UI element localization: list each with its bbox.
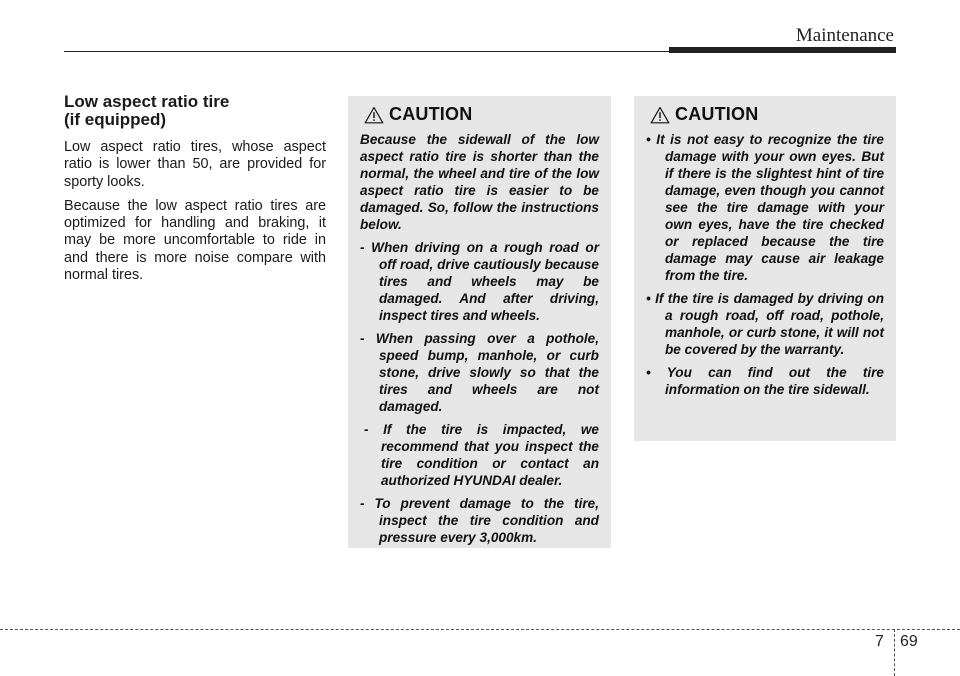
caution-intro: Because the sidewall of the low aspect ratio tire is shorter than the normal, the wheel and tire of the low aspect ratio tire is easier to be damaged. So, follow the instructions below. — [360, 132, 599, 232]
caution-box-2 — [634, 96, 896, 441]
caution-item: - If the tire is impacted, we recommend that you inspect the tire condition or contact an authorized HYUNDAI dealer. — [364, 422, 599, 488]
section-heading-line-1: Low aspect ratio tire — [64, 92, 230, 111]
caution-bullet: • If the tire is damaged by driving on a rough road, off road, pothole, manhole, or curb stone, it will not be covered by the warranty. — [646, 291, 884, 357]
caution-item: - To prevent damage to the tire, inspect the tire condition and pressure every 3,000km. — [360, 496, 599, 545]
caution-header — [646, 104, 884, 125]
warning-triangle-icon — [650, 106, 670, 124]
left-column — [64, 93, 326, 291]
caution-bullet: • You can find out the tire information on the tire sidewall. — [646, 365, 884, 397]
caution-item: - When passing over a pothole, speed bump, manhole, or curb stone, drive slowly so that the tires and wheels are not damaged. — [360, 331, 599, 414]
section-heading — [64, 93, 326, 129]
body-paragraph-1: Low aspect ratio tires, whose aspect ratio is lower than 50, are provided for sporty looks. — [64, 139, 326, 190]
caution-box-1 — [348, 96, 611, 548]
warning-triangle-icon — [364, 106, 384, 124]
running-header-title: Maintenance — [795, 25, 894, 46]
caution-item: - When driving on a rough road or off road, drive cautiously because tires and wheels may be damaged. And after driving, inspect tires and wheels. — [360, 240, 599, 323]
footer-divider — [894, 629, 895, 676]
chapter-number: 7 — [875, 633, 884, 650]
caution-bullet: • It is not easy to recognize the tire damage with your own eyes. But if there is the slightest hint of tire damage, even though you cannot see the tire damage with your own eyes, have the tire checked or replaced because the tire damage may cause air leakage from the tire. — [646, 132, 884, 283]
caution-header — [360, 104, 599, 125]
footer-dashed-rule — [0, 629, 960, 630]
header-rule — [64, 51, 669, 52]
body-paragraph-2: Because the low aspect ratio tires are optimized for handling and braking, it may be more uncomfortable to ride in and there is more noise compare with normal tires. — [64, 197, 326, 284]
caution-title: CAUTION — [675, 104, 759, 124]
caution-title: CAUTION — [389, 104, 473, 124]
section-heading-line-2: (if equipped) — [64, 110, 166, 129]
page-number: 69 — [900, 633, 918, 650]
header-accent-bar — [669, 47, 896, 53]
